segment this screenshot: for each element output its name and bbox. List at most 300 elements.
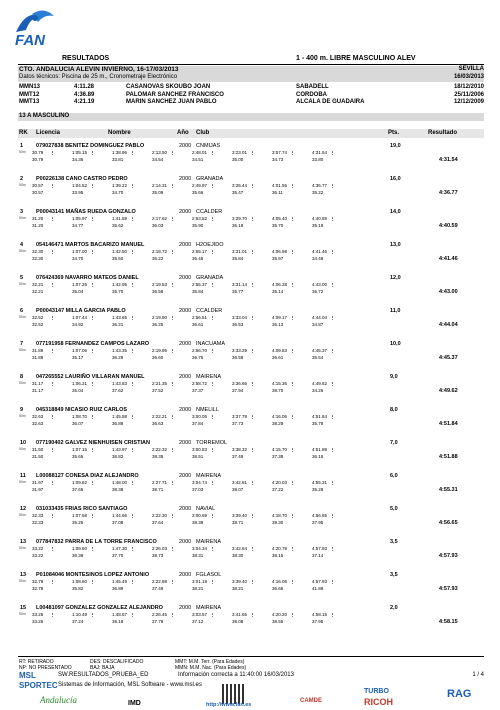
points: 11,0 xyxy=(390,308,401,314)
split-tick xyxy=(52,250,53,254)
split-tick xyxy=(92,514,93,518)
split-cumulative: 3:00.83 xyxy=(192,447,208,452)
split-cumulative: 3:41.65 xyxy=(232,612,248,617)
points: 16,0 xyxy=(390,176,401,182)
split-partial: 37.49 xyxy=(232,454,244,459)
split-partial: 38.71 xyxy=(152,487,164,492)
record-code: MMN13 xyxy=(19,84,41,90)
split-partial: 36.45 xyxy=(192,256,204,261)
split-tick xyxy=(172,250,173,254)
split-partial: 35.14 xyxy=(272,289,284,294)
split-partial: 36.03 xyxy=(152,223,164,228)
split-cumulative: 1:38.96 xyxy=(112,150,128,155)
record-name: CASANOVAS SKOUBO JOAN xyxy=(126,84,211,90)
split-partial: 35.50 xyxy=(112,256,124,261)
split-partial: 37.95 xyxy=(312,520,324,525)
split-tick xyxy=(92,580,93,584)
athlete-name: 079027838 BENITEZ DOMINGUEZ PABLO xyxy=(36,143,145,149)
splits-row xyxy=(28,579,348,593)
split-tick xyxy=(332,382,333,386)
split-tick xyxy=(292,448,293,452)
split-tick xyxy=(172,448,173,452)
split-tick xyxy=(292,184,293,188)
rank: 9 xyxy=(20,407,24,413)
club-name: MAIRENA xyxy=(196,605,222,611)
split-tick xyxy=(212,316,213,320)
split-tick xyxy=(52,448,53,452)
split-cumulative: 1:43.65 xyxy=(112,315,128,320)
athlete-name: 031033435 FRIAS RICO SANTIAGO xyxy=(36,506,128,512)
split-partial: 36.18 xyxy=(312,454,324,459)
ricoh-logo: RICOH xyxy=(364,697,393,707)
club-name: GRANADA xyxy=(196,275,224,281)
split-cumulative: 3:00.69 xyxy=(192,513,208,518)
split-cumulative: 1:45.58 xyxy=(112,414,128,419)
rank: 12 xyxy=(20,506,27,512)
split-label: 50m xyxy=(19,480,26,484)
split-tick xyxy=(332,448,333,452)
rank: 13 xyxy=(20,572,27,578)
club-name: GRANADA xyxy=(196,176,224,182)
split-tick xyxy=(292,481,293,485)
club-name: CCALDER xyxy=(196,308,223,314)
final-time: 4:31.54 xyxy=(439,157,458,163)
split-tick xyxy=(132,580,133,584)
split-cumulative: 1:07.25 xyxy=(72,282,88,287)
final-time: 4:40.59 xyxy=(439,223,458,229)
split-partial: 37.12 xyxy=(192,619,204,624)
split-tick xyxy=(292,217,293,221)
split-cumulative: 1:07.00 xyxy=(72,249,88,254)
section-title: RESULTADOS xyxy=(62,55,110,62)
split-partial: 39.30 xyxy=(272,520,284,525)
points: 10,0 xyxy=(390,341,401,347)
split-label: 50m xyxy=(19,150,26,154)
points: 3,5 xyxy=(390,539,398,545)
split-cumulative: 2:22.30 xyxy=(152,513,168,518)
split-cumulative: 2:22.98 xyxy=(152,579,168,584)
split-partial: 37.08 xyxy=(112,520,124,525)
legend-baj: BAJ: BAJA xyxy=(90,665,115,671)
split-tick xyxy=(252,382,253,386)
split-cumulative: 4:51.84 xyxy=(312,414,328,419)
split-cumulative: 1:44.66 xyxy=(112,513,128,518)
split-cumulative: 4:05.40 xyxy=(272,216,288,221)
split-cumulative: 4:09.83 xyxy=(272,348,288,353)
split-tick xyxy=(212,382,213,386)
split-tick xyxy=(332,514,333,518)
split-partial: 37.52 xyxy=(152,388,164,393)
split-cumulative: 4:01.55 xyxy=(272,183,288,188)
split-cumulative: 3:37.78 xyxy=(232,414,248,419)
competition-date: 16/03/2013 xyxy=(453,74,484,80)
rank: 13 xyxy=(20,539,27,545)
split-cumulative: 2:58.72 xyxy=(192,381,208,386)
split-partial: 37.37 xyxy=(192,388,204,393)
split-tick xyxy=(132,547,133,551)
split-cumulative: 31.20 xyxy=(32,216,44,221)
rank: 15 xyxy=(20,605,27,611)
split-tick xyxy=(252,448,253,452)
split-cumulative: 4:57.93 xyxy=(312,546,328,551)
split-partial: 38.07 xyxy=(232,487,244,492)
split-partial: 37.78 xyxy=(152,619,164,624)
split-cumulative: 3:33.29 xyxy=(232,348,248,353)
split-label: 50m xyxy=(19,282,26,286)
split-partial: 36.21 xyxy=(112,322,124,327)
split-cumulative: 31.50 xyxy=(32,447,44,452)
split-cumulative: 4:49.62 xyxy=(312,381,328,386)
split-tick xyxy=(52,184,53,188)
split-tick xyxy=(52,349,53,353)
birth-year: 2000 xyxy=(179,605,192,611)
split-tick xyxy=(52,151,53,155)
rank: 5 xyxy=(20,275,24,281)
final-time: 4:58.15 xyxy=(439,619,458,625)
split-partial: 34.73 xyxy=(272,157,284,162)
split-partial: 36.82 xyxy=(112,454,124,459)
split-tick xyxy=(92,151,93,155)
birth-year: 2000 xyxy=(179,176,192,182)
split-cumulative: 3:57.74 xyxy=(272,150,288,155)
split-partial: 35.62 xyxy=(112,223,124,228)
split-partial: 34.92 xyxy=(72,322,84,327)
split-cumulative: 2:56.51 xyxy=(192,315,208,320)
split-cumulative: 3:42.81 xyxy=(232,480,248,485)
splits-row xyxy=(28,480,348,494)
split-partial: 32.52 xyxy=(32,322,44,327)
split-partial: 36.25 xyxy=(152,322,164,327)
final-time: 4:51.88 xyxy=(439,454,458,460)
split-tick xyxy=(292,316,293,320)
split-partial: 33.80 xyxy=(312,157,324,162)
split-partial: 35.84 xyxy=(232,256,244,261)
split-label: 50m xyxy=(19,612,26,616)
split-cumulative: 1:04.52 xyxy=(72,183,88,188)
split-tick xyxy=(252,151,253,155)
club-name: MAIRENA xyxy=(196,539,222,545)
athlete-name: 076424369 NAVARRO MATEOS DANIEL xyxy=(36,275,139,281)
split-partial: 37.03 xyxy=(192,487,204,492)
split-partial: 34.51 xyxy=(192,157,204,162)
split-tick xyxy=(132,151,133,155)
split-partial: 38.18 xyxy=(112,619,124,624)
club-name: TORREMOL xyxy=(196,440,228,446)
athlete-name: P00043147 MILLA GARCIA PABLO xyxy=(36,308,126,314)
record-date: 12/12/2009 xyxy=(453,99,484,105)
split-tick xyxy=(332,547,333,551)
final-time: 4:57.93 xyxy=(439,553,458,559)
split-cumulative: 1:43.83 xyxy=(112,381,128,386)
final-time: 4:43.00 xyxy=(439,289,458,295)
birth-year: 2000 xyxy=(179,374,192,380)
split-cumulative: 3:23.01 xyxy=(232,150,248,155)
split-cumulative: 2:22.32 xyxy=(152,447,168,452)
split-tick xyxy=(52,283,53,287)
imd-logo: IMD xyxy=(128,700,141,707)
split-partial: 37.73 xyxy=(232,421,244,426)
athlete-name: 047265552 LAURIÑO VILLARAN MANUEL xyxy=(36,374,145,380)
split-cumulative: 3:01.19 xyxy=(192,579,208,584)
msl-logo: MSL xyxy=(19,671,36,680)
footer-sistemas: Sistemas de Información, MSL Software - www.msl.es xyxy=(58,682,202,688)
split-cumulative: 3:29.70 xyxy=(232,216,248,221)
split-tick xyxy=(172,547,173,551)
split-tick xyxy=(292,349,293,353)
final-time: 4:55.31 xyxy=(439,487,458,493)
split-partial: 36.89 xyxy=(112,586,124,591)
split-tick xyxy=(132,316,133,320)
split-partial: 35.84 xyxy=(192,289,204,294)
split-label: 50m xyxy=(19,447,26,451)
split-partial: 35.65 xyxy=(72,454,84,459)
legend-rt: RT: RETIRADO xyxy=(19,659,54,665)
split-partial: 31.50 xyxy=(32,454,44,459)
club-name: CCALDER xyxy=(196,209,223,215)
split-partial: 38.08 xyxy=(232,619,244,624)
split-tick xyxy=(252,514,253,518)
split-partial: 41.88 xyxy=(312,586,324,591)
final-time: 4:41.46 xyxy=(439,256,458,262)
split-partial: 38.70 xyxy=(272,388,284,393)
split-cumulative: 2:55.17 xyxy=(192,249,208,254)
split-cumulative: 4:16.06 xyxy=(272,579,288,584)
split-cumulative: 1:42.95 xyxy=(112,282,128,287)
split-partial: 35.97 xyxy=(272,256,284,261)
record-name: MARIN SANCHEZ JUAN PABLO xyxy=(126,99,217,105)
split-partial: 38.21 xyxy=(232,586,244,591)
split-cumulative: 30.79 xyxy=(32,150,44,155)
split-partial: 37.64 xyxy=(152,520,164,525)
split-cumulative: 32.78 xyxy=(32,579,44,584)
athlete-name: P00226138 CANO CASTRO PEDRO xyxy=(36,176,128,182)
split-cumulative: 2:56.70 xyxy=(192,348,208,353)
split-partial: 31.89 xyxy=(32,355,44,360)
club-name: NMELILL xyxy=(196,407,219,413)
split-partial: 36.61 xyxy=(272,355,284,360)
split-tick xyxy=(212,217,213,221)
split-cumulative: 2:17.62 xyxy=(152,216,168,221)
split-tick xyxy=(92,382,93,386)
split-cumulative: 2:26.03 xyxy=(152,546,168,551)
split-cumulative: 4:58.15 xyxy=(312,612,328,617)
split-cumulative: 1:09.62 xyxy=(72,480,88,485)
split-tick xyxy=(132,184,133,188)
col-club: Club xyxy=(196,130,210,136)
split-cumulative: 3:39.40 xyxy=(232,513,248,518)
split-tick xyxy=(132,448,133,452)
points: 12,0 xyxy=(390,275,401,281)
split-tick xyxy=(132,349,133,353)
legend-des: DES: DESCALIFICADO xyxy=(90,659,144,665)
split-partial: 35.00 xyxy=(232,157,244,162)
split-tick xyxy=(252,217,253,221)
rank: 7 xyxy=(20,341,24,347)
record-time: 4:11.28 xyxy=(74,84,95,90)
split-partial: 37.84 xyxy=(192,421,204,426)
split-partial: 37.65 xyxy=(72,487,84,492)
split-tick xyxy=(252,547,253,551)
split-tick xyxy=(292,283,293,287)
split-tick xyxy=(92,283,93,287)
split-cumulative: 1:08.60 xyxy=(72,579,88,584)
split-cumulative: 4:41.46 xyxy=(312,249,328,254)
split-cumulative: 1:09.60 xyxy=(72,546,88,551)
split-partial: 35.09 xyxy=(152,190,164,195)
split-cumulative: 2:13.50 xyxy=(152,150,168,155)
athlete-name: P00043141 MAÑAS RUEDA GONZALO xyxy=(36,209,136,215)
split-tick xyxy=(252,415,253,419)
col-result: Resultado xyxy=(428,130,458,136)
split-partial: 36.22 xyxy=(152,256,164,261)
athlete-name: 077847832 PARRA DE LA TORRE FRANCISCO xyxy=(36,539,157,545)
split-partial: 32.63 xyxy=(32,421,44,426)
birth-year: 2000 xyxy=(179,143,192,149)
fan-logo-text: FAN xyxy=(15,32,45,49)
split-partial: 34.87 xyxy=(312,322,324,327)
split-partial: 34.26 xyxy=(312,388,324,393)
split-partial: 34.48 xyxy=(312,256,324,261)
split-partial: 36.72 xyxy=(312,289,324,294)
split-tick xyxy=(92,415,93,419)
split-partial: 35.19 xyxy=(312,223,324,228)
split-partial: 31.20 xyxy=(32,223,44,228)
final-time: 4:44.04 xyxy=(439,322,458,328)
split-cumulative: 4:57.93 xyxy=(312,579,328,584)
split-tick xyxy=(212,481,213,485)
split-cumulative: 4:45.37 xyxy=(312,348,328,353)
split-tick xyxy=(92,448,93,452)
split-tick xyxy=(52,382,53,386)
split-partial: 38.15 xyxy=(272,553,284,558)
split-partial: 35.66 xyxy=(192,190,204,195)
split-cumulative: 4:40.59 xyxy=(312,216,328,221)
split-partial: 35.04 xyxy=(72,289,84,294)
split-tick xyxy=(212,613,213,617)
final-time: 4:56.65 xyxy=(439,520,458,526)
split-tick xyxy=(252,283,253,287)
split-tick xyxy=(172,349,173,353)
split-tick xyxy=(132,613,133,617)
split-cumulative: 3:03.57 xyxy=(192,612,208,617)
footer-info: Información correcta a 11:40:00 16/03/2013 xyxy=(178,672,294,678)
splits-row xyxy=(28,447,348,461)
split-partial: 36.07 xyxy=(72,421,84,426)
split-tick xyxy=(52,316,53,320)
split-partial: 38.38 xyxy=(112,487,124,492)
result-row xyxy=(18,605,484,645)
split-tick xyxy=(52,547,53,551)
split-partial: 35.70 xyxy=(272,223,284,228)
split-partial: 37.62 xyxy=(112,388,124,393)
split-tick xyxy=(172,580,173,584)
turbo-logo: TURBO xyxy=(364,688,389,695)
record-place: SABADELL xyxy=(296,84,329,90)
birth-year: 2000 xyxy=(179,572,192,578)
split-tick xyxy=(212,349,213,353)
split-cumulative: 32.30 xyxy=(32,249,44,254)
split-partial: 32.30 xyxy=(32,256,44,261)
points: 6,0 xyxy=(390,473,398,479)
split-tick xyxy=(292,613,293,617)
split-cumulative: 1:47.30 xyxy=(112,546,128,551)
split-tick xyxy=(132,514,133,518)
split-partial: 35.90 xyxy=(192,223,204,228)
split-tick xyxy=(212,514,213,518)
splits-row xyxy=(28,282,348,296)
split-tick xyxy=(92,481,93,485)
split-cumulative: 1:41.59 xyxy=(112,216,128,221)
split-label: 50m xyxy=(19,381,26,385)
split-cumulative: 4:31.54 xyxy=(312,150,328,155)
split-tick xyxy=(332,613,333,617)
final-time: 4:45.37 xyxy=(439,355,458,361)
points: 2,0 xyxy=(390,605,398,611)
splits-row xyxy=(28,612,348,626)
split-tick xyxy=(132,283,133,287)
athlete-name: 045318849 NICASIO RUIZ CARLOS xyxy=(36,407,128,413)
birth-year: 2000 xyxy=(179,275,192,281)
split-partial: 38.28 xyxy=(272,421,284,426)
sportec-logo: SPORTEC xyxy=(19,681,58,690)
split-cumulative: 2:53.52 xyxy=(192,216,208,221)
club-name: MAIRENA xyxy=(196,374,222,380)
record-code: MMT12 xyxy=(19,91,40,98)
split-partial: 32.33 xyxy=(32,520,44,525)
athlete-name: L00481097 GONZALEZ GONZALEZ ALEJANDRO xyxy=(36,605,163,611)
rank: 8 xyxy=(20,374,24,380)
split-tick xyxy=(332,217,333,221)
split-cumulative: 1:05.15 xyxy=(72,150,88,155)
split-tick xyxy=(252,580,253,584)
split-cumulative: 3:39.40 xyxy=(232,579,248,584)
split-cumulative: 2:26.45 xyxy=(152,612,168,617)
split-tick xyxy=(212,580,213,584)
split-partial: 36.13 xyxy=(272,322,284,327)
split-tick xyxy=(92,316,93,320)
split-partial: 34.70 xyxy=(72,256,84,261)
split-cumulative: 4:44.04 xyxy=(312,315,328,320)
split-tick xyxy=(332,151,333,155)
fan-web-link[interactable]: http://www.fan.es xyxy=(206,702,252,708)
split-partial: 34.36 xyxy=(72,157,84,162)
split-tick xyxy=(132,415,133,419)
event-title: 1 - 400 m. LIBRE MASCULINO ALEV xyxy=(296,55,416,62)
split-tick xyxy=(92,547,93,551)
split-cumulative: 2:48.01 xyxy=(192,150,208,155)
split-tick xyxy=(52,415,53,419)
split-tick xyxy=(172,613,173,617)
split-tick xyxy=(132,250,133,254)
rank: 6 xyxy=(20,308,24,314)
split-partial: 36.18 xyxy=(232,223,244,228)
split-cumulative: 1:05.97 xyxy=(72,216,88,221)
split-tick xyxy=(332,316,333,320)
record-place: ALCALA DE GUADAIRA xyxy=(296,99,365,105)
club-name: NAVIAL xyxy=(196,506,216,512)
split-cumulative: 3:00.05 xyxy=(192,414,208,419)
splits-row xyxy=(28,348,348,362)
split-tick xyxy=(172,316,173,320)
fan-logo xyxy=(12,6,58,50)
split-cumulative: 1:10.49 xyxy=(72,612,88,617)
split-tick xyxy=(92,250,93,254)
split-cumulative: 1:07.06 xyxy=(72,348,88,353)
athlete-name: L00088127 CONESA DIAZ ALEJANDRO xyxy=(36,473,139,479)
split-partial: 35.17 xyxy=(72,355,84,360)
split-cumulative: 2:19.95 xyxy=(152,348,168,353)
split-tick xyxy=(132,481,133,485)
